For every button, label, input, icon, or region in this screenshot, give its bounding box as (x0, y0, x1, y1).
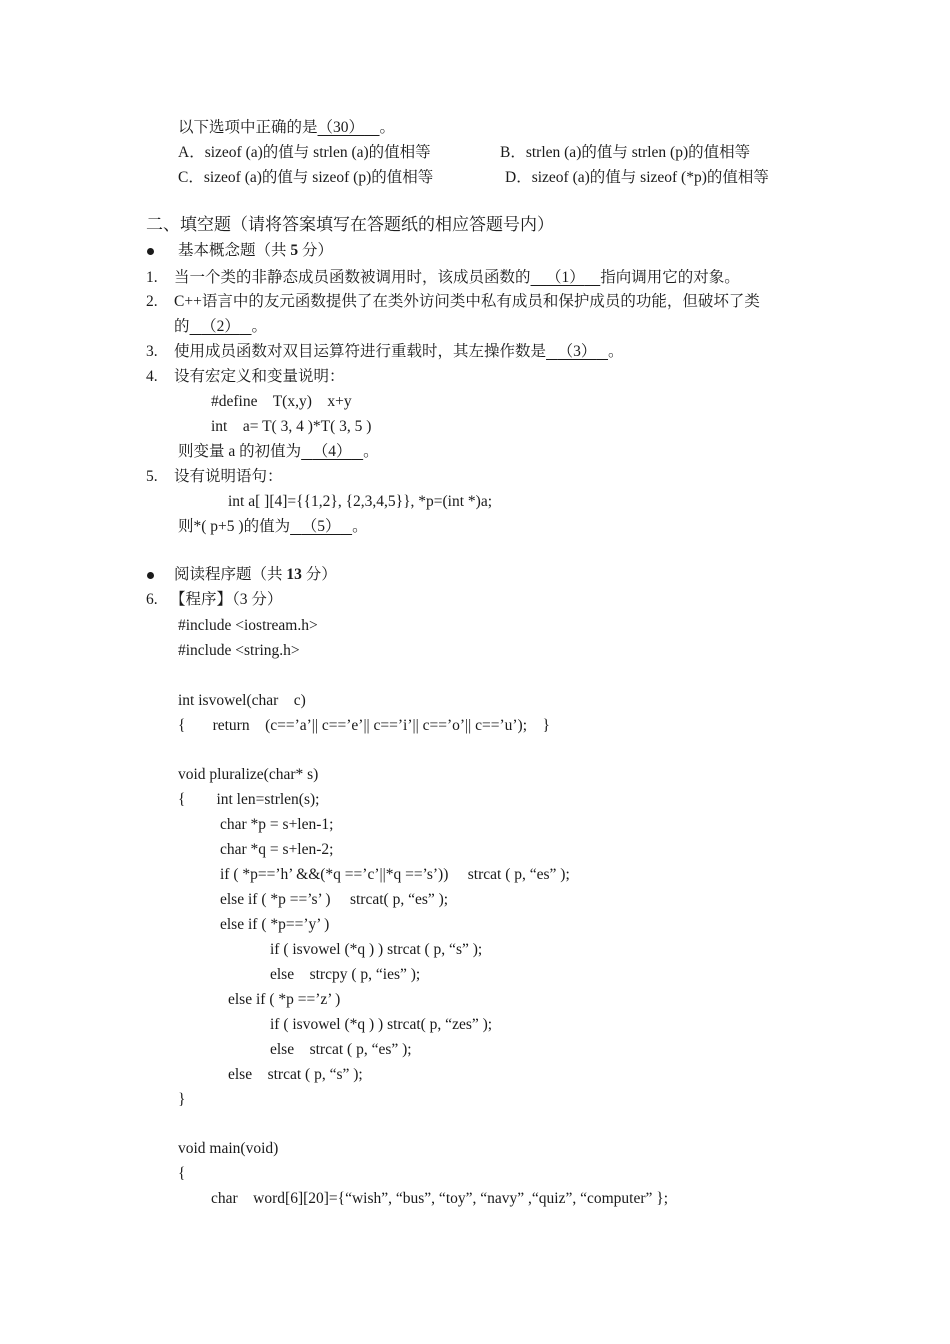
code-line: void main(void) (178, 1140, 279, 1157)
reading-heading: 阅读程序题（共 13 分） (174, 566, 337, 583)
code-line: { return (c==’a’|| c==’e’|| c==’i’|| c==’o’|| c==’u’); } (178, 717, 550, 734)
q1-text: 当一个类的非静态成员函数被调用时，该成员函数的 （1） 指向调用它的对象。 (174, 269, 740, 286)
q6-title: 【程序】（3 分） (170, 591, 283, 608)
code-line: if ( *p==’h’ &&(*q ==’c’||*q ==’s’)) strcat ( p, “es” ); (220, 866, 570, 883)
q2-text-cont: 的 （2） 。 (174, 318, 268, 335)
q30-end: 。 (379, 119, 396, 136)
blank-4: （4） (312, 443, 352, 460)
code-line: int isvowel(char c) (178, 692, 306, 709)
q30-stem (178, 118, 395, 138)
code-line: else strcat ( p, “es” ); (270, 1041, 412, 1058)
q6-number: 6. (146, 591, 158, 608)
code-line: if ( isvowel (*q ) ) strcat ( p, “s” ); (270, 941, 483, 958)
blank-30: （30） (317, 119, 365, 136)
blank-5: （5） (301, 518, 341, 535)
section-title: 二、填空题（请将答案填写在答题纸的相应答题号内） (146, 215, 554, 234)
q30-option-c: C．sizeof (a)的值与 sizeof (p)的值相等 (178, 169, 434, 186)
code-line: else if ( *p ==’z’ ) (228, 991, 341, 1008)
blank-1: （1） (546, 269, 585, 286)
q4-text: 设有宏定义和变量说明： (174, 368, 345, 385)
q5-text: 设有说明语句： (174, 468, 283, 485)
bullet-icon (147, 248, 154, 255)
q30-option-a: A．sizeof (a)的值与 strlen (a)的值相等 (178, 144, 431, 161)
q4-text-cont: 则变量 a 的初值为 （4） 。 (178, 443, 379, 460)
code-line: else strcat ( p, “s” ); (228, 1066, 363, 1083)
code-line: if ( isvowel (*q ) ) strcat( p, “zes” ); (270, 1016, 493, 1033)
code-line: char word[6][20]={“wish”, “bus”, “toy”, “navy” ,“quiz”, “computer” }; (211, 1190, 669, 1207)
code-line: } (178, 1091, 186, 1108)
basic-concepts-heading: 基本概念题（共 5 分） (178, 242, 334, 259)
code-line: char *q = s+len-2; (220, 841, 334, 858)
q3-number: 3. (146, 343, 158, 360)
blank-2: （2） (201, 318, 240, 335)
q1-number: 1. (146, 269, 158, 286)
q4-number: 4. (146, 368, 158, 385)
q5-number: 5. (146, 468, 158, 485)
code-line: void pluralize(char* s) (178, 766, 319, 783)
bullet-icon (147, 572, 154, 579)
code-line: #include <string.h> (178, 642, 300, 659)
code-line: { (178, 1165, 186, 1182)
q2-text: C++语言中的友元函数提供了在类外访问类中私有成员和保护成员的功能，但破坏了类 (174, 293, 760, 310)
code-line: else if ( *p==’y’ ) (220, 916, 330, 933)
q5-text-cont: 则*( p+5 )的值为 （5） 。 (178, 518, 368, 535)
code-line: #include <iostream.h> (178, 617, 318, 634)
blank-3: （3） (557, 343, 597, 360)
q4-code-define: #define T(x,y) x+y (211, 393, 352, 410)
code-line: else if ( *p ==’s’ ) strcat( p, “es” ); (220, 891, 449, 908)
q4-code-int: int a= T( 3, 4 )*T( 3, 5 ) (211, 418, 372, 435)
q5-code: int a[ ][4]={{1,2}, {2,3,4,5}}, *p=(int *)a; (228, 493, 493, 510)
q30-option-d: D．sizeof (a)的值与 sizeof (*p)的值相等 (505, 169, 769, 186)
code-line: { int len=strlen(s); (178, 791, 320, 808)
q2-number: 2. (146, 293, 158, 310)
q30-lead: 以下选项中正确的是 (178, 119, 318, 136)
q3-text: 使用成员函数对双目运算符进行重载时，其左操作数是 （3） 。 (174, 343, 624, 360)
code-line: char *p = s+len-1; (220, 816, 334, 833)
code-line: else strcpy ( p, “ies” ); (270, 966, 421, 983)
q30-option-b: B．strlen (a)的值与 strlen (p)的值相等 (500, 144, 751, 161)
